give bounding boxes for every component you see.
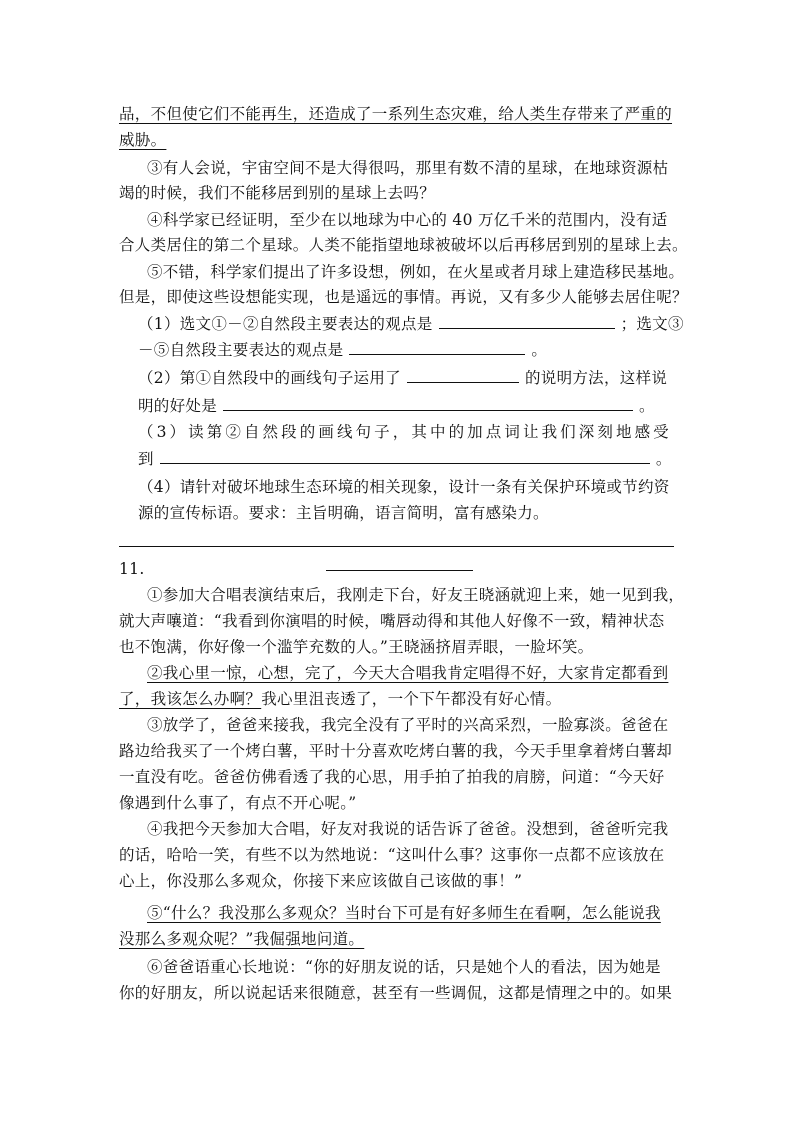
answer-line[interactable] [119, 546, 674, 547]
question-1-text: 。 [531, 341, 548, 359]
story-text: 我心里沮丧透了，一个下午都没有好心情。 [261, 690, 562, 708]
story-paragraph-3-line: 像遇到什么事了，有点不开心呢。” [119, 794, 357, 812]
story-paragraph-1-line: ①参加大合唱表演结束后，我刚走下台，好友王晓涵就迎上来，她一见到我， [147, 586, 685, 604]
question-number: 11. [119, 560, 145, 578]
question-2-text: 的说明方法，这样说 [524, 369, 668, 387]
paragraph-3-line: 竭的时候，我们不能移居到别的星球上去吗？ [119, 184, 436, 202]
underlined-sentence-line: 威胁。 [119, 131, 167, 149]
question-1-line [138, 314, 684, 334]
paragraph-5-line: 但是，即使这些设想能实现，也是遥远的事情。再说，又有多少人能够去居住呢？ [119, 288, 688, 306]
question-1-line [138, 340, 547, 360]
question-4-line: 源的宣传标语。要求：主旨明确，语言简明，富有感染力。 [138, 504, 549, 522]
question-3-prompt: （3）读第②自然段的画线句子，其中的加点词让我们深刻地感受 [138, 423, 672, 441]
underlined-sentence-line: 没那么多观众呢？”我倔强地问道。 [119, 930, 365, 948]
question-3-text: 到 [138, 450, 154, 468]
question-2-line [138, 368, 667, 388]
title-blank[interactable] [326, 570, 473, 571]
story-paragraph-2-line [119, 689, 561, 709]
question-4-line: （4）请针对破坏地球生态环境的相关现象，设计一条有关保护环境或节约资 [138, 478, 670, 496]
story-paragraph-6-line: 你的好朋友，所以说起话来很随意，甚至有一些调侃，这都是情理之中的。如果 [119, 984, 673, 1002]
story-paragraph-3-line: ③放学了，爸爸来接我，我完全没有了平时的兴高采烈，一脸寡淡。爸爸在 [147, 716, 669, 734]
question-3-text: 。 [655, 450, 672, 468]
question-2-line [138, 396, 655, 416]
underlined-sentence-line: ②我心里一惊，心想，完了，今天大合唱我肯定唱得不好，大家肯定都看到 [147, 664, 669, 682]
paragraph-5-line: ⑤不错，科学家们提出了许多设想，例如，在火星或者月球上建造移民基地。 [147, 263, 685, 281]
story-paragraph-3-line: 一直没有吃。爸爸仿佛看透了我的心思，用手拍了拍我的肩膀，问道：“今天好 [119, 768, 665, 786]
story-paragraph-1-line: 就大声嚷道：“我看到你演唱的时候，嘴唇动得和其他人好像不一致，精神状态 [119, 612, 665, 630]
story-paragraph-4-line: ④我把今天参加大合唱，好友对我说的话告诉了爸爸。没想到，爸爸听完我 [147, 820, 669, 838]
underlined-sentence-line: ⑤“什么？我没那么多观众？当时台下可是有好多师生在看啊，怎么能说我 [147, 904, 661, 922]
answer-blank[interactable] [349, 340, 525, 355]
underlined-sentence-line: 了，我该怎么办啊？ [119, 690, 262, 708]
question-3-line [138, 449, 672, 469]
story-paragraph-4-line: 心上，你没那么多观众，你接下来应该做自己该做的事！” [119, 872, 523, 890]
story-paragraph-3-line: 路边给我买了一个烤白薯，平时十分喜欢吃烤白薯的我，今天手里拿着烤白薯却 [119, 742, 673, 760]
paragraph-4-line: ④科学家已经证明，至少在以地球为中心的 40 万亿千米的范围内，没有适 [147, 211, 668, 229]
story-paragraph-1-line: 也不饱满，你好像一个滥竽充数的人。”王晓涵挤眉弄眼，一脸坏笑。 [119, 638, 594, 656]
question-1-prompt: （1）选文①－②自然段主要表达的观点是 [138, 315, 433, 333]
underlined-sentence-line: 品，不但使它们不能再生，还造成了一系列生态灾难，给人类生存带来了严重的 [119, 105, 673, 123]
paragraph-3-line: ③有人会说，宇宙空间不是大得很吗，那里有数不清的星球，在地球资源枯 [147, 159, 669, 177]
question-2-prompt: （2）第①自然段中的画线句子运用了 [138, 369, 401, 387]
answer-blank[interactable] [223, 396, 633, 411]
question-1-text: ；选文③ [620, 315, 684, 333]
answer-blank[interactable] [407, 368, 519, 383]
story-paragraph-6-line: ⑥爸爸语重心长地说：“你的好朋友说的话，只是她个人的看法，因为她是 [147, 958, 661, 976]
answer-blank[interactable] [160, 449, 650, 464]
question-2-text: 。 [639, 397, 655, 415]
story-paragraph-4-line: 的话，哈哈一笑，有些不以为然地说：“这叫什么事？这事你一点都不应该放在 [119, 846, 665, 864]
answer-blank[interactable] [439, 314, 615, 329]
paragraph-4-line: 合人类居住的第二个星球。人类不能指望地球被破坏以后再移居到别的星球上去。 [119, 236, 688, 254]
question-2-text: 明的好处是 [138, 397, 218, 415]
question-1-text: －⑤自然段主要表达的观点是 [138, 341, 344, 359]
